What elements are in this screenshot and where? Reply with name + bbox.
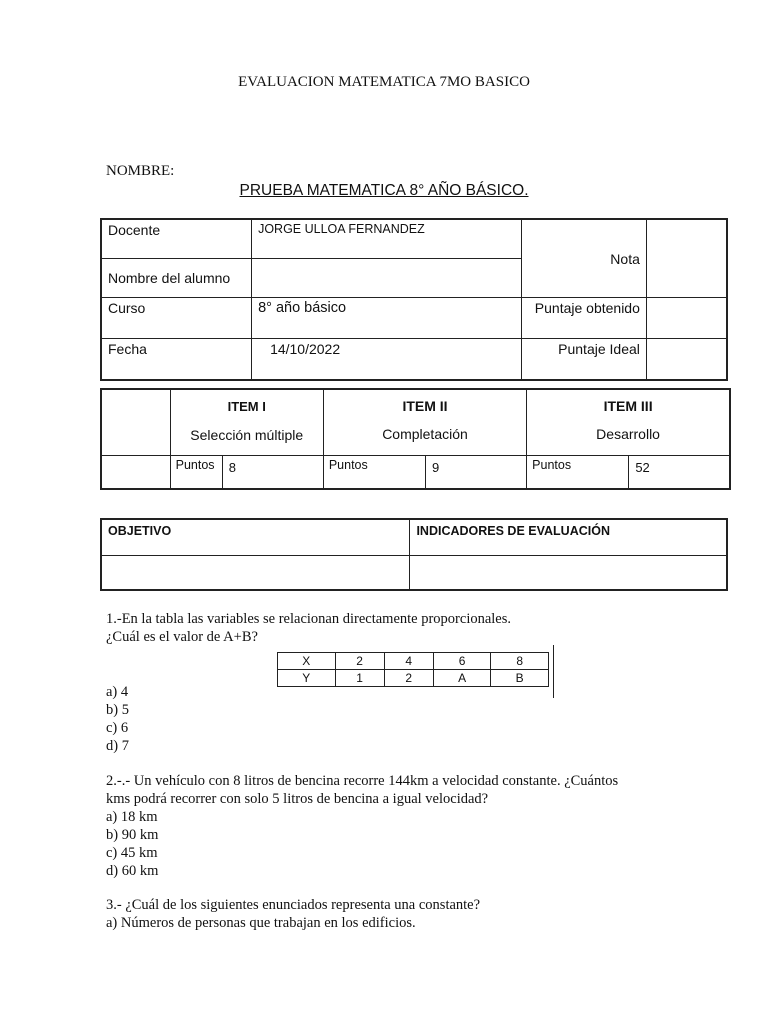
prop-cell: 1: [335, 670, 384, 687]
item-3-puntos-value: 52: [629, 455, 730, 489]
question-3-line-1: 3.- ¿Cuál de los siguientes enunciados representa una constante?: [106, 897, 481, 913]
puntaje-ideal-label: Puntaje Ideal: [522, 339, 647, 381]
puntaje-obtenido-cell[interactable]: [646, 298, 727, 339]
fecha-value: 14/10/2022: [252, 339, 522, 381]
objetivo-label: [101, 519, 410, 555]
items-blank-cell: [101, 455, 170, 489]
puntaje-ideal-cell[interactable]: [646, 339, 727, 381]
question-1-options: [106, 683, 129, 755]
option-item[interactable]: a) 4: [106, 684, 129, 700]
indicadores-label: [410, 519, 727, 555]
prop-cell: 4: [384, 653, 433, 670]
question-2-line-1: 2.-.- Un vehículo con 8 litros de bencina recorre 144km a velocidad constante. ¿Cuántos: [106, 773, 619, 789]
prop-cell: Y: [278, 670, 336, 687]
indicadores-label-text: INDICADORES DE EVALUACIÓN: [416, 524, 610, 538]
puntaje-obtenido-label: Puntaje obtenido: [522, 298, 647, 339]
option-item[interactable]: b) 5: [106, 702, 129, 718]
item-2-title: ITEM II: [402, 398, 448, 414]
option-item[interactable]: a) 18 km: [106, 809, 158, 825]
option-item[interactable]: b) 90 km: [106, 827, 159, 843]
option-item[interactable]: c) 6: [106, 720, 129, 736]
item-2-subtitle: Completación: [382, 426, 468, 442]
alumno-value[interactable]: [252, 259, 522, 298]
nombre-label: NOMBRE:: [106, 163, 175, 179]
option-item[interactable]: d) 7: [106, 738, 129, 754]
item-3-header: [527, 389, 730, 455]
objetivo-cell[interactable]: [101, 555, 410, 590]
item-2-header: [323, 389, 526, 455]
option-item[interactable]: c) 45 km: [106, 845, 158, 861]
test-subtitle: PRUEBA MATEMATICA 8° AÑO BÁSICO.: [239, 182, 529, 199]
item-3-title: ITEM III: [603, 398, 653, 414]
prop-cell: 2: [384, 670, 433, 687]
objective-table: [100, 518, 728, 591]
table-side-line: [553, 645, 554, 698]
docente-value: JORGE ULLOA FERNANDEZ: [252, 219, 522, 259]
indicadores-cell[interactable]: [410, 555, 727, 590]
alumno-label: Nombre del alumno: [101, 259, 252, 298]
fecha-label: Fecha: [101, 339, 252, 381]
nota-label: Nota: [522, 219, 647, 298]
item-1-puntos-label: Puntos: [170, 455, 222, 489]
prop-cell: 8: [491, 653, 549, 670]
question-2: [106, 772, 618, 880]
docente-label: Docente: [101, 219, 252, 259]
prop-cell: B: [491, 670, 549, 687]
item-1-header: [170, 389, 323, 455]
prop-cell: X: [278, 653, 336, 670]
curso-label: Curso: [101, 298, 252, 339]
question-3: [106, 896, 480, 932]
item-2-puntos-value: 9: [426, 455, 527, 489]
question-1-text: [106, 610, 511, 646]
item-2-puntos-label: Puntos: [323, 455, 425, 489]
item-1-puntos-value: 8: [222, 455, 323, 489]
question-1-line-2: ¿Cuál es el valor de A+B?: [106, 629, 258, 645]
prop-cell: 6: [433, 653, 491, 670]
option-item[interactable]: d) 60 km: [106, 863, 159, 879]
option-item[interactable]: a) Números de personas que trabajan en los edificios.: [106, 915, 416, 931]
info-table: [100, 218, 728, 381]
question-2-line-2: kms podrá recorrer con solo 5 litros de bencina a igual velocidad?: [106, 791, 489, 807]
question-1-line-1: 1.-En la tabla las variables se relacionan directamente proporcionales.: [106, 611, 512, 627]
prop-cell: A: [433, 670, 491, 687]
items-table: [100, 388, 731, 490]
document-title: EVALUACION MATEMATICA 7MO BASICO: [238, 74, 530, 90]
proportion-table: [277, 652, 549, 687]
nota-cell[interactable]: [646, 219, 727, 298]
item-3-puntos-label: Puntos: [527, 455, 629, 489]
items-corner-cell: [101, 389, 170, 455]
objetivo-label-text: OBJETIVO: [108, 524, 172, 538]
item-1-subtitle: Selección múltiple: [190, 427, 304, 443]
item-1-title: ITEM I: [227, 399, 266, 414]
curso-value: 8° año básico: [252, 298, 522, 339]
prop-cell: 2: [335, 653, 384, 670]
item-3-subtitle: Desarrollo: [596, 426, 660, 442]
